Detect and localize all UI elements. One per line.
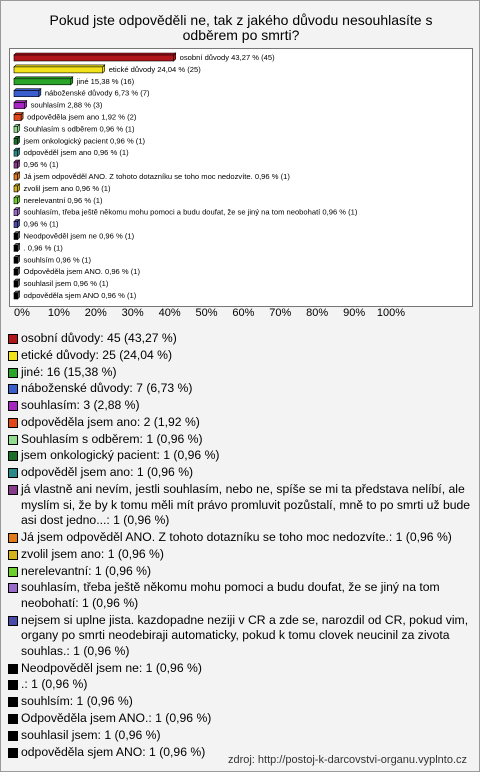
bar (14, 293, 18, 299)
legend-swatch (8, 451, 18, 461)
bar (14, 67, 103, 73)
legend-item (7, 348, 473, 364)
chart-title: Pokud jste odpověděli ne, tak z jakého důvodu nesouhlasíte s odběrem po smrti? (49, 12, 433, 43)
bar-group (14, 208, 358, 217)
legend-swatch (8, 731, 18, 741)
bar-group (14, 53, 275, 62)
legend-text: souhlasím: 3 (2,88 %) (21, 398, 140, 413)
legend-swatch (8, 485, 18, 495)
bar-label: odpověděla jsem ano 1,92 % (2) (27, 112, 137, 122)
legend-swatch (8, 533, 18, 543)
bar-label: osobní důvody 43,27 % (45) (179, 53, 275, 62)
bar (14, 245, 18, 251)
bar-label: odpověděla sjem ANO 0,96 % (1) (23, 291, 137, 300)
bar-group (14, 148, 129, 157)
bar-group (14, 113, 137, 122)
bar-chart-svg (10, 49, 472, 306)
legend-text: Odpověděla jsem ANO.: 1 (0,96 %) (21, 711, 212, 726)
legend-text: nerelevantní: 1 (0,96 %) (21, 563, 152, 578)
bar-group (14, 232, 135, 241)
bar (14, 91, 39, 97)
legend-item (7, 432, 473, 448)
legend-item (7, 661, 473, 677)
bar-group (14, 172, 290, 181)
bar (14, 115, 21, 121)
bar-label: souhlasím 2,88 % (3) (30, 100, 103, 110)
x-tick-label: 10% (47, 307, 70, 319)
bar-label: Neodpověděl jsem ne 0,96 % (1) (23, 231, 135, 241)
legend-text: já vlastně ani nevím, jestli souhlasím, nebo ne, spíše se mi ta představa nelíbí, ale myslím si, že by k tomu měli mít právo promluvit pozůstalí, mně to po smrti už bude asi dost jedno...: 1 (0,96 %) (21, 482, 471, 528)
bar (14, 174, 18, 180)
bar-group (14, 243, 63, 252)
bar (14, 79, 71, 85)
bar (14, 281, 18, 287)
legend-text: osobní důvody: 45 (43,27 %) (21, 331, 177, 345)
legend-text: náboženské důvody: 7 (6,73 %) (21, 381, 193, 396)
legend-text: odpověděl jsem ano: 1 (0,96 %) (21, 465, 194, 480)
bar (14, 222, 18, 228)
legend-text: Souhlasím s odběrem: 1 (0,96 %) (21, 431, 203, 446)
legend-text: souhlasím, třeba ještě někomu mohu pomoci a budu doufat, že se jiný na tom neobohatí: 1 (0,96 %) (21, 580, 440, 610)
bar (14, 186, 18, 192)
x-tick-label: 90% (343, 307, 366, 319)
bar-label: Odpověděla jsem ANO. 0,96 % (1) (23, 267, 141, 277)
legend-item (7, 331, 473, 347)
legend-swatch (8, 664, 18, 674)
legend-swatch (8, 550, 18, 560)
x-tick-label: 0% (14, 307, 30, 319)
bar-group (14, 160, 59, 169)
legend-swatch (8, 418, 18, 428)
legend-swatch (8, 748, 18, 758)
bar-group (14, 124, 135, 133)
legend-item (7, 365, 473, 381)
bar-group (14, 196, 103, 205)
bar-group (14, 184, 111, 193)
legend-swatch (8, 468, 18, 478)
bar-label: odpověděl jsem ano 0,96 % (1) (23, 148, 129, 158)
x-tick-label: 40% (158, 307, 181, 319)
legend-item (7, 465, 473, 481)
legend-text: souhlasil jsem: 1 (0,96 %) (21, 727, 161, 742)
legend-swatch (8, 680, 18, 690)
legend (7, 331, 473, 761)
legend-text: jsem onkologický pacient: 1 (0,96 %) (21, 448, 220, 463)
bar-group (14, 279, 109, 288)
bar (14, 257, 18, 263)
legend-item (7, 711, 473, 727)
legend-item (7, 694, 473, 710)
legend-swatch (8, 714, 18, 724)
bar (14, 150, 18, 156)
legend-item (7, 448, 473, 464)
bar (14, 162, 18, 168)
legend-swatch (8, 616, 18, 626)
bar-top (14, 65, 105, 67)
x-tick-label: 80% (306, 307, 329, 319)
bar-label: souhlasil jsem 0,96 % (1) (23, 279, 109, 289)
x-tick-label: 30% (121, 307, 144, 319)
legend-text: Neodpověděl jsem ne: 1 (0,96 %) (21, 660, 202, 675)
bar-label: 0,96 % (1) (23, 160, 59, 170)
bar-top (14, 101, 27, 103)
bar-label: jsem onkologický pacient 0,96 % (1) (23, 136, 146, 146)
legend-item (7, 482, 473, 529)
bar-label: zvolil jsem ano 0,96 % (1) (23, 183, 111, 193)
legend-item (7, 677, 473, 693)
legend-swatch (8, 334, 18, 344)
legend-text: odpověděla sjem ANO: 1 (0,96 %) (21, 744, 206, 759)
x-tick-label: 70% (269, 307, 292, 319)
x-tick-label: 50% (195, 307, 218, 319)
bar-label: souhlsím 0,96 % (1) (23, 255, 92, 265)
legend-item (7, 728, 473, 744)
bar-group (14, 77, 135, 86)
legend-swatch (8, 368, 18, 378)
legend-item (7, 580, 473, 611)
legend-text: zvolil jsem ano: 1 (0,96 %) (21, 546, 164, 561)
legend-swatch (8, 384, 18, 394)
legend-item (7, 398, 473, 414)
legend-text: souhlsím: 1 (0,96 %) (21, 694, 133, 709)
bar (14, 138, 18, 144)
x-tick-label: 100% (376, 307, 406, 319)
bar-label: Já jsem odpověděl ANO. Z tohoto dotazníku se toho moc nedozvíte. 0,96 % (1) (23, 172, 290, 181)
legend-swatch (8, 567, 18, 577)
legend-swatch (8, 351, 18, 361)
legend-text: jiné: 16 (15,38 %) (21, 364, 117, 379)
bar-label: . 0,96 % (1) (23, 243, 63, 253)
bar-group (14, 89, 150, 98)
bar-group (14, 267, 141, 276)
bar-label: jiné 15,38 % (16) (76, 76, 135, 86)
bar (14, 55, 174, 61)
bar (14, 210, 18, 216)
legend-item (7, 564, 473, 580)
bar-label: náboženské důvody 6,73 % (7) (44, 88, 150, 98)
source-note: zdroj: http://postoj-k-darcovstvi-organu.vyplnto.cz (227, 754, 467, 766)
plot-area (9, 48, 473, 307)
legend-item (7, 415, 473, 431)
bar-group (14, 136, 146, 145)
legend-item (7, 381, 473, 397)
bar-group (14, 101, 103, 110)
bar (14, 198, 18, 204)
legend-text: odpověděla jsem ano: 2 (1,92 %) (21, 414, 200, 429)
bar-group (14, 291, 137, 300)
bar-label: etické důvody 24,04 % (25) (108, 64, 201, 74)
legend-swatch (8, 435, 18, 445)
bar-label: nerelevantní 0,96 % (1) (23, 195, 103, 205)
bar-label: souhlasím, třeba ještě někomu mohu pomoci a budu doufat, že se jiný na tom neobohatí 0,96 % (1) (23, 207, 358, 217)
legend-item (7, 613, 473, 660)
bar-group (14, 65, 201, 74)
bar-group (14, 255, 92, 264)
legend-text: nejsem si uplne jista. kazdopadne neziji v CR a zde se, narozdil od CR, pokud vim, organy po smrti neodebiraji automaticky, pokud k tomu clovek neucinil za zivota souhlas.: 1 (0,96 %) (21, 612, 469, 658)
bar-group (14, 220, 59, 229)
x-axis (1, 307, 480, 323)
legend-swatch (8, 697, 18, 707)
legend-swatch (8, 401, 18, 411)
bar (14, 126, 18, 132)
bar-label: Souhlasím s odběrem 0,96 % (1) (23, 124, 135, 134)
legend-text: etické důvody: 25 (24,04 %) (21, 347, 173, 362)
x-tick-label: 20% (84, 307, 107, 319)
bar-top (14, 113, 23, 115)
bar-label: 0,96 % (1) (23, 219, 59, 229)
bar (14, 103, 25, 109)
bar (14, 269, 18, 275)
bar (14, 234, 18, 240)
legend-text: .: 1 (0,96 %) (21, 677, 88, 692)
legend-swatch (8, 583, 18, 593)
bar-top (14, 89, 41, 91)
x-tick-label: 60% (232, 307, 255, 319)
legend-text: Já jsem odpověděl ANO. Z tohoto dotazníku se toho moc nedozvíte.: 1 (0,96 %) (21, 530, 452, 544)
legend-item (7, 530, 473, 546)
legend-item (7, 547, 473, 563)
